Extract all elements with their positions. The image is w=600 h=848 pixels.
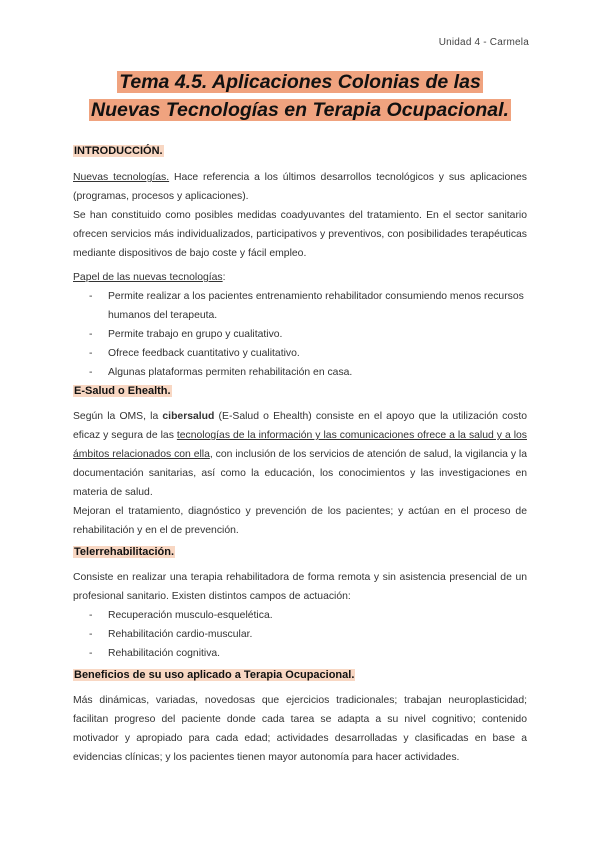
esalud-p1-a: Según la OMS, la <box>73 411 163 422</box>
list-item: - Algunas plataformas permiten rehabilitación en casa. <box>73 363 527 382</box>
title-line-2: Nuevas Tecnologías en Terapia Ocupacional. <box>91 99 509 121</box>
page-title <box>60 68 540 124</box>
intro-term: Nuevas tecnologías. <box>73 172 170 183</box>
esalud-p1-underlined: tecnologías de la información y las comunicaciones ofrece a la salud y a los ámbitos relacionados con ella <box>73 430 527 460</box>
esalud-p1-term: cibersalud <box>162 411 215 422</box>
page-header: Unidad 4 - Carmela <box>438 37 529 48</box>
list-item: - Permite realizar a los pacientes entrenamiento rehabilitador consumiendo menos recursos humanos del terapeuta. <box>73 287 527 325</box>
list-item: - Permite trabajo en grupo y cualitativo. <box>73 325 527 344</box>
telerehab-paragraph: Consiste en realizar una terapia rehabilitadora de forma remota y sin asistencia presencial de un profesional sanitario. Existen distintos campos de actuación: <box>73 572 527 602</box>
benefits-paragraph: Más dinámicas, variadas, novedosas que ejercicios tradicionales; trabajan neuroplasticidad; facilitan progreso del paciente donde cada tarea se adapta a su nivel cognitivo; contenido motivador y apropiado para cada edad; actividades desarrolladas y clasificadas en base a evidencias clínicas; y los pacientes tienen mayor autonomía para hacer actividades. <box>73 695 527 763</box>
intro-section <box>73 142 527 382</box>
list-item: - Ofrece feedback cuantitativo y cualitativo. <box>73 344 527 363</box>
list-item: - Rehabilitación cognitiva. <box>73 644 527 663</box>
list-item: - Recuperación musculo-esquelética. <box>73 606 527 625</box>
intro-paragraph-2: Se han constituido como posibles medidas coadyuvantes del tratamiento. En el sector sanitario ofrecen servicios más individualizados, participativos y preventivos, con posibilidades terapéuticas mediante dispositivos de bajo coste y fácil empleo. <box>73 210 527 259</box>
benefits-section <box>73 666 527 767</box>
role-label-line <box>73 268 527 287</box>
title-line-1: Tema 4.5. Aplicaciones Colonias de las <box>119 71 481 93</box>
esalud-p1-e: , con inclusión de los servicios de atención de salud, la vigilancia y la documentación sanitarias, así como la educación, los conocimientos y las investigaciones en materia de salud. <box>73 449 528 498</box>
esalud-paragraph-1 <box>73 407 527 502</box>
esalud-p1-c: (E-Salud o Ehealth) consiste en el apoyo que la utilización costo eficaz y segura de las <box>73 411 527 441</box>
list-item: - Rehabilitación cardio-muscular. <box>73 625 527 644</box>
intro-paragraph-1 <box>73 168 527 206</box>
esalud-paragraph-2: Mejoran el tratamiento, diagnóstico y prevención de los pacientes; y actúan en el proceso de rehabilitación y en el de prevención. <box>73 506 527 536</box>
role-label: Papel de las nuevas tecnologías <box>73 272 223 283</box>
benefits-heading: Beneficios de su uso aplicado a Terapia Ocupacional. <box>74 669 355 681</box>
role-list <box>73 287 527 382</box>
intro-heading: INTRODUCCIÓN. <box>74 145 163 157</box>
telerehab-heading: Telerrehabilitación. <box>74 546 175 558</box>
telerehab-list <box>73 606 527 663</box>
role-label-colon: : <box>222 272 226 283</box>
esalud-section <box>73 382 527 540</box>
telerehab-section <box>73 543 527 663</box>
intro-p1-rest: Hace referencia a los últimos desarrollos tecnológicos y sus aplicaciones (programas, procesos y aplicaciones). <box>73 172 528 202</box>
esalud-heading: E-Salud o Ehealth. <box>74 385 171 397</box>
